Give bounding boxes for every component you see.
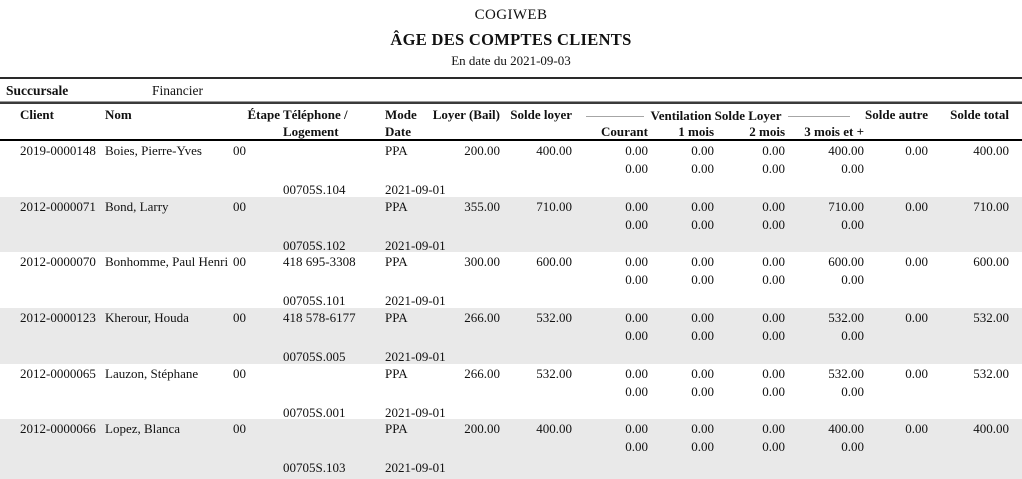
solde-autre-cell: 0.00 bbox=[905, 310, 928, 326]
ventilation-3mois-cell: 710.00 bbox=[828, 198, 864, 214]
report-date: En date du 2021-09-03 bbox=[451, 53, 571, 68]
logement-cell: 00705S.001 bbox=[283, 404, 346, 420]
col-group-ventilation bbox=[572, 107, 864, 124]
solde-total-cell: 600.00 bbox=[973, 254, 1009, 270]
client-id-cell: 2012-0000065 bbox=[20, 365, 96, 381]
logement-cell: 00705S.103 bbox=[283, 460, 346, 476]
solde-total-cell: 400.00 bbox=[973, 143, 1009, 158]
solde-loyer-cell: 532.00 bbox=[536, 310, 572, 326]
client-id-cell: 2012-0000123 bbox=[20, 310, 96, 326]
ventilation-courant-cell: 0.00 bbox=[625, 310, 648, 326]
col-header-1mois: 1 mois bbox=[678, 124, 714, 139]
solde-autre-cell: 0.00 bbox=[905, 254, 928, 270]
mode-cell: PPA bbox=[385, 143, 408, 158]
solde-total-cell: 532.00 bbox=[973, 365, 1009, 381]
col-header-etape: Étape bbox=[247, 107, 280, 122]
ventilation-courant-line2-cell: 0.00 bbox=[625, 328, 648, 344]
ventilation-courant-cell: 0.00 bbox=[625, 143, 648, 158]
mode-cell: PPA bbox=[385, 310, 408, 326]
ventilation-courant-line2-cell: 0.00 bbox=[625, 161, 648, 176]
etape-cell: 00 bbox=[233, 421, 246, 437]
etape-cell: 00 bbox=[233, 198, 246, 214]
loyer-bail-cell: 355.00 bbox=[464, 198, 500, 214]
ventilation-rule-right-line bbox=[788, 116, 850, 117]
etape-cell: 00 bbox=[233, 254, 246, 270]
col-header-solde-loyer: Solde loyer bbox=[510, 107, 572, 122]
date-cell: 2021-09-01 bbox=[385, 404, 446, 420]
loyer-bail-cell: 300.00 bbox=[464, 254, 500, 270]
ventilation-courant-cell: 0.00 bbox=[625, 365, 648, 381]
table-row bbox=[0, 197, 1022, 253]
col-header-solde-total: Solde total bbox=[950, 107, 1009, 122]
ventilation-1mois-cell: 0.00 bbox=[691, 421, 714, 437]
client-id-cell: 2012-0000066 bbox=[20, 421, 96, 437]
solde-loyer-cell: 400.00 bbox=[536, 143, 572, 158]
succursale-value: Financier bbox=[152, 83, 203, 98]
col-header-client: Client bbox=[20, 107, 54, 122]
ventilation-courant-line2-cell: 0.00 bbox=[625, 439, 648, 455]
col-group-ventilation-label: Ventilation Solde Loyer bbox=[650, 107, 782, 123]
solde-loyer-cell: 400.00 bbox=[536, 421, 572, 437]
table-header bbox=[0, 104, 1022, 139]
ventilation-2mois-line2-cell: 0.00 bbox=[762, 383, 785, 399]
ventilation-2mois-cell: 0.00 bbox=[762, 365, 785, 381]
client-name-cell: Boies, Pierre-Yves bbox=[105, 143, 202, 158]
col-header-logement: Logement bbox=[283, 124, 339, 139]
ventilation-3mois-cell: 532.00 bbox=[828, 365, 864, 381]
table-row bbox=[0, 252, 1022, 308]
ventilation-3mois-line2-cell: 0.00 bbox=[841, 216, 864, 232]
col-header-3mois: 3 mois et + bbox=[804, 124, 864, 139]
ventilation-2mois-line2-cell: 0.00 bbox=[762, 161, 785, 176]
ventilation-courant-cell: 0.00 bbox=[625, 421, 648, 437]
client-name-cell: Lauzon, Stéphane bbox=[105, 365, 199, 381]
ventilation-1mois-line2-cell: 0.00 bbox=[691, 161, 714, 176]
succursale-label: Succursale bbox=[6, 83, 69, 98]
ventilation-1mois-cell: 0.00 bbox=[691, 198, 714, 214]
ventilation-3mois-cell: 600.00 bbox=[828, 254, 864, 270]
telephone-cell bbox=[280, 421, 385, 439]
table-row bbox=[0, 308, 1022, 364]
loyer-bail-cell: 200.00 bbox=[464, 143, 500, 158]
mode-cell: PPA bbox=[385, 198, 408, 214]
client-name-cell: Lopez, Blanca bbox=[105, 421, 181, 437]
date-cell: 2021-09-01 bbox=[385, 460, 446, 476]
mode-cell: PPA bbox=[385, 254, 408, 270]
ventilation-2mois-line2-cell: 0.00 bbox=[762, 272, 785, 288]
solde-loyer-cell: 710.00 bbox=[536, 198, 572, 214]
solde-total-cell: 400.00 bbox=[973, 421, 1009, 437]
client-name-cell: Kherour, Houda bbox=[105, 310, 189, 326]
ventilation-1mois-line2-cell: 0.00 bbox=[691, 328, 714, 344]
ventilation-2mois-cell: 0.00 bbox=[762, 421, 785, 437]
ventilation-2mois-line2-cell: 0.00 bbox=[762, 328, 785, 344]
ventilation-3mois-line2-cell: 0.00 bbox=[841, 439, 864, 455]
table-row bbox=[0, 419, 1022, 479]
col-header-solde-autre: Solde autre bbox=[865, 107, 928, 122]
telephone-cell bbox=[280, 366, 385, 384]
col-header-date: Date bbox=[385, 124, 411, 139]
ventilation-2mois-line2-cell: 0.00 bbox=[762, 216, 785, 232]
col-header-mode: Mode bbox=[385, 107, 417, 122]
telephone-cell: 418 578-6177 bbox=[283, 310, 356, 326]
telephone-cell bbox=[280, 199, 385, 217]
loyer-bail-cell: 266.00 bbox=[464, 310, 500, 326]
ventilation-courant-line2-cell: 0.00 bbox=[625, 383, 648, 399]
ventilation-1mois-line2-cell: 0.00 bbox=[691, 383, 714, 399]
report-title: ÂGE DES COMPTES CLIENTS bbox=[390, 30, 632, 49]
col-header-loyer-bail: Loyer (Bail) bbox=[432, 107, 500, 122]
ventilation-3mois-line2-cell: 0.00 bbox=[841, 328, 864, 344]
table-row bbox=[0, 364, 1022, 420]
etape-cell: 00 bbox=[233, 310, 246, 326]
logement-cell: 00705S.104 bbox=[283, 182, 346, 197]
ventilation-3mois-line2-cell: 0.00 bbox=[841, 272, 864, 288]
client-id-cell: 2012-0000071 bbox=[20, 198, 96, 214]
mode-cell: PPA bbox=[385, 365, 408, 381]
ventilation-1mois-cell: 0.00 bbox=[691, 310, 714, 326]
date-cell: 2021-09-01 bbox=[385, 182, 446, 197]
date-cell: 2021-09-01 bbox=[385, 237, 446, 253]
solde-autre-cell: 0.00 bbox=[905, 143, 928, 158]
ventilation-1mois-cell: 0.00 bbox=[691, 365, 714, 381]
ventilation-2mois-line2-cell: 0.00 bbox=[762, 439, 785, 455]
solde-autre-cell: 0.00 bbox=[905, 421, 928, 437]
company-name: COGIWEB bbox=[474, 7, 548, 23]
logement-cell: 00705S.005 bbox=[283, 349, 346, 365]
ventilation-3mois-cell: 400.00 bbox=[828, 143, 864, 158]
col-header-telephone: Téléphone / bbox=[283, 107, 348, 122]
solde-autre-cell: 0.00 bbox=[905, 365, 928, 381]
client-id-cell: 2019-0000148 bbox=[20, 143, 96, 158]
solde-loyer-cell: 600.00 bbox=[536, 254, 572, 270]
date-cell: 2021-09-01 bbox=[385, 293, 446, 309]
col-header-nom: Nom bbox=[105, 107, 132, 122]
logement-cell: 00705S.101 bbox=[283, 293, 346, 309]
ventilation-courant-line2-cell: 0.00 bbox=[625, 272, 648, 288]
filter-line bbox=[0, 79, 1022, 101]
etape-cell: 00 bbox=[233, 143, 246, 158]
ventilation-3mois-line2-cell: 0.00 bbox=[841, 383, 864, 399]
logement-cell: 00705S.102 bbox=[283, 237, 346, 253]
ventilation-courant-cell: 0.00 bbox=[625, 254, 648, 270]
ventilation-1mois-cell: 0.00 bbox=[691, 254, 714, 270]
col-header-courant: Courant bbox=[601, 124, 648, 139]
solde-total-cell: 532.00 bbox=[973, 310, 1009, 326]
ventilation-courant-cell: 0.00 bbox=[625, 198, 648, 214]
report-titles bbox=[0, 0, 1022, 69]
solde-autre-cell: 0.00 bbox=[905, 198, 928, 214]
table-row bbox=[0, 141, 1022, 197]
date-cell: 2021-09-01 bbox=[385, 349, 446, 365]
solde-total-cell: 710.00 bbox=[973, 198, 1009, 214]
ventilation-3mois-line2-cell: 0.00 bbox=[841, 161, 864, 176]
ventilation-rule-left-line bbox=[586, 116, 644, 117]
ventilation-1mois-cell: 0.00 bbox=[691, 143, 714, 158]
loyer-bail-cell: 200.00 bbox=[464, 421, 500, 437]
client-id-cell: 2012-0000070 bbox=[20, 254, 96, 270]
ventilation-2mois-cell: 0.00 bbox=[762, 143, 785, 158]
ventilation-2mois-cell: 0.00 bbox=[762, 198, 785, 214]
client-name-cell: Bonhomme, Paul Henri bbox=[105, 254, 229, 270]
ventilation-2mois-cell: 0.00 bbox=[762, 254, 785, 270]
ventilation-2mois-cell: 0.00 bbox=[762, 310, 785, 326]
ventilation-1mois-line2-cell: 0.00 bbox=[691, 272, 714, 288]
ventilation-3mois-cell: 400.00 bbox=[828, 421, 864, 437]
client-name-cell: Bond, Larry bbox=[105, 198, 169, 214]
ventilation-1mois-line2-cell: 0.00 bbox=[691, 439, 714, 455]
ventilation-3mois-cell: 532.00 bbox=[828, 310, 864, 326]
mode-cell: PPA bbox=[385, 421, 408, 437]
ventilation-courant-line2-cell: 0.00 bbox=[625, 216, 648, 232]
loyer-bail-cell: 266.00 bbox=[464, 365, 500, 381]
ventilation-1mois-line2-cell: 0.00 bbox=[691, 216, 714, 232]
telephone-cell: 418 695-3308 bbox=[283, 254, 356, 270]
solde-loyer-cell: 532.00 bbox=[536, 365, 572, 381]
etape-cell: 00 bbox=[233, 365, 246, 381]
col-header-2mois: 2 mois bbox=[749, 124, 785, 139]
telephone-cell bbox=[280, 143, 385, 161]
table-body bbox=[0, 141, 1022, 479]
